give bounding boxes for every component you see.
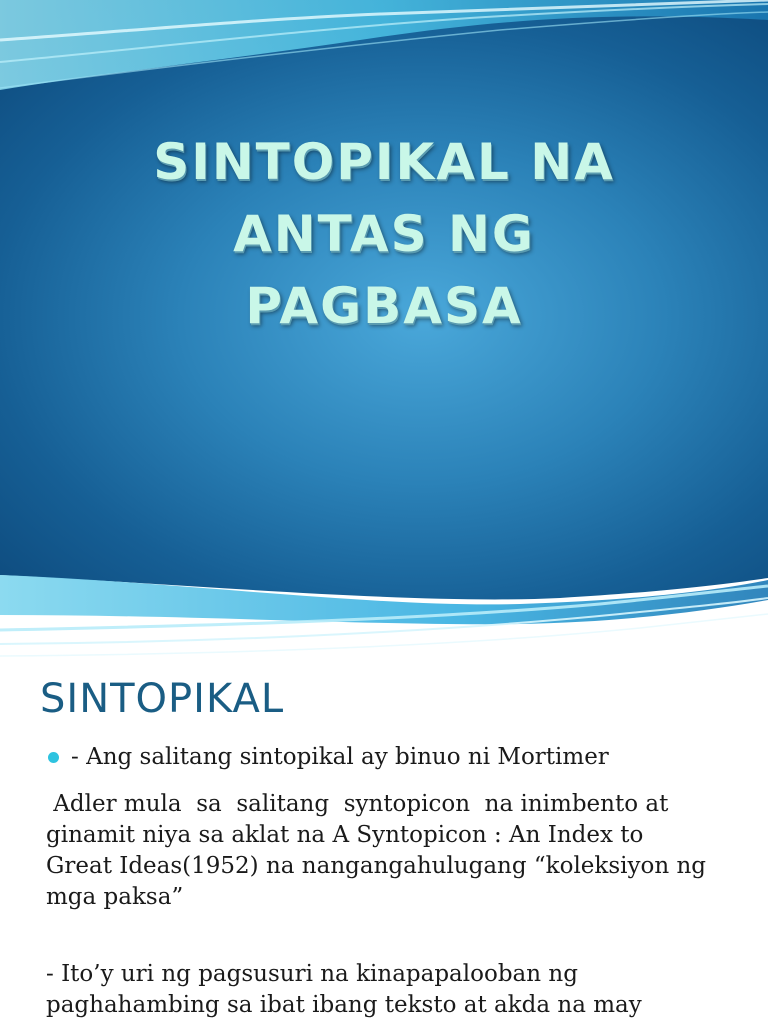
bullet-dot-icon	[48, 752, 59, 763]
bottom-wave-decoration	[0, 560, 768, 660]
title-line-1: SINTOPIKAL NA	[153, 133, 615, 191]
title-line-3: PAGBASA	[245, 277, 523, 335]
slide-title	[84, 126, 684, 342]
content-slide	[0, 660, 768, 1024]
para1-line-1: Adler mula sa salitang syntopicon na inimbento at	[46, 791, 669, 817]
para2-line-2: paghahambing sa ibat ibang teksto at akda na may	[46, 992, 642, 1018]
paragraph-1	[46, 789, 736, 913]
title-line-2: ANTAS NG	[233, 205, 535, 263]
bullet-text: - Ang salitang sintopikal ay binuo ni Mortimer	[71, 744, 609, 770]
para1-line-2: ginamit niya sa aklat na A Syntopicon : An Index to	[46, 822, 644, 848]
content-heading: SINTOPIKAL	[40, 676, 285, 722]
top-wave-decoration	[0, 0, 768, 100]
bullet-item	[48, 742, 738, 773]
para2-line-1: - Ito’y uri ng pagsusuri na kinapapalooban ng	[46, 961, 578, 987]
para1-line-4: mga paksa”	[46, 884, 184, 910]
paragraph-2	[46, 959, 736, 1021]
para1-line-3: Great Ideas(1952) na nangangahulugang “koleksiyon ng	[46, 853, 707, 879]
